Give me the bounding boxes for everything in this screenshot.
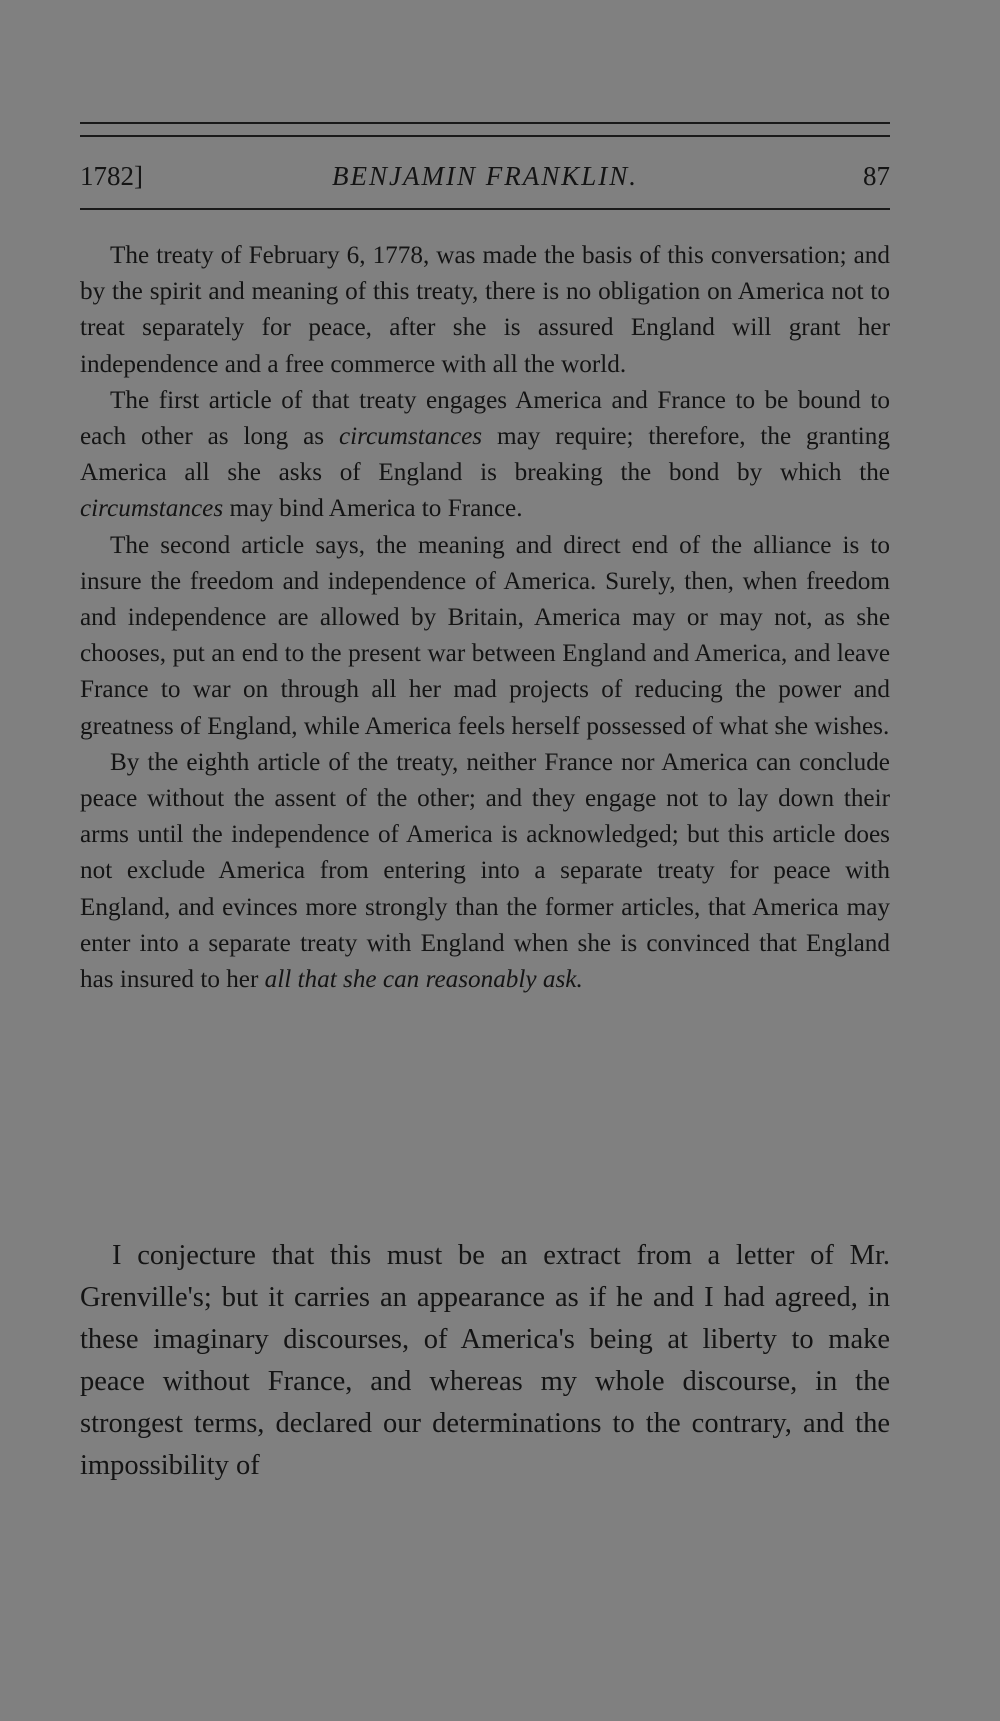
running-head	[80, 158, 890, 194]
extract-paragraph-1: The treaty of February 6, 1778, was made the basis of this conversation; and by the spirit and meaning of this treaty, there is no obligation on America not to treat separately for peace, after she is assured England will grant her independence and a free commerce with all the world.	[80, 242, 890, 378]
quoted-extract	[80, 238, 890, 998]
book-page	[80, 0, 890, 1721]
running-head-title: BENJAMIN FRANKLIN.	[332, 161, 638, 191]
extract-paragraph-2	[80, 383, 890, 528]
header-double-rule	[80, 122, 890, 137]
header-single-rule	[80, 208, 890, 210]
main-paragraph-1: I conjecture that this must be an extract from a letter of Mr. Grenville's; but it carries an appearance as if he and I had agreed, in these imaginary discourses, of America's being at liberty to make peace without France, and whereas my whole discourse, in the strongest terms, declared our determinations to the contrary, and the impossibility of	[80, 1240, 890, 1481]
extract-paragraph-2-text-a: The first article of that treaty engages America and France to be bound to each other as long as	[80, 386, 890, 451]
page-number: 87	[863, 161, 890, 191]
extract-paragraph-2-text-b: may require; therefore, the granting America all she asks of England is breaking the bond by which the	[80, 423, 890, 487]
extract-paragraph-4	[80, 745, 890, 998]
italic-reasonably-ask: all that she can reasonably ask.	[264, 966, 583, 994]
running-head-year: 1782]	[80, 161, 143, 191]
italic-circumstances-2: circumstances	[80, 495, 224, 523]
extract-paragraph-3: The second article says, the meaning and direct end of the alliance is to insure the freedom and independence of America. Surely, then, when freedom and independence are allowed by Britain, America may or may not, as she chooses, put an end to the present war between England and America, and leave France to war on through all her mad projects of reducing the power and greatness of England, while America feels herself possessed of what she wishes.	[80, 531, 890, 740]
extract-paragraph-2-text-c: may bind America to France.	[223, 495, 523, 523]
italic-circumstances-1: circumstances	[338, 423, 483, 451]
main-text	[80, 1235, 890, 1487]
extract-paragraph-4-text: By the eighth article of the treaty, neither France nor America can conclude peace without the assent of the other; and they engage not to lay down their arms until the independence of America is acknowledged; but this article does not exclude America from entering into a separate treaty for peace with England, and evinces more strongly than the former articles, that America may enter into a separate treaty with England when she is convinced that England has insured to her	[80, 748, 890, 994]
